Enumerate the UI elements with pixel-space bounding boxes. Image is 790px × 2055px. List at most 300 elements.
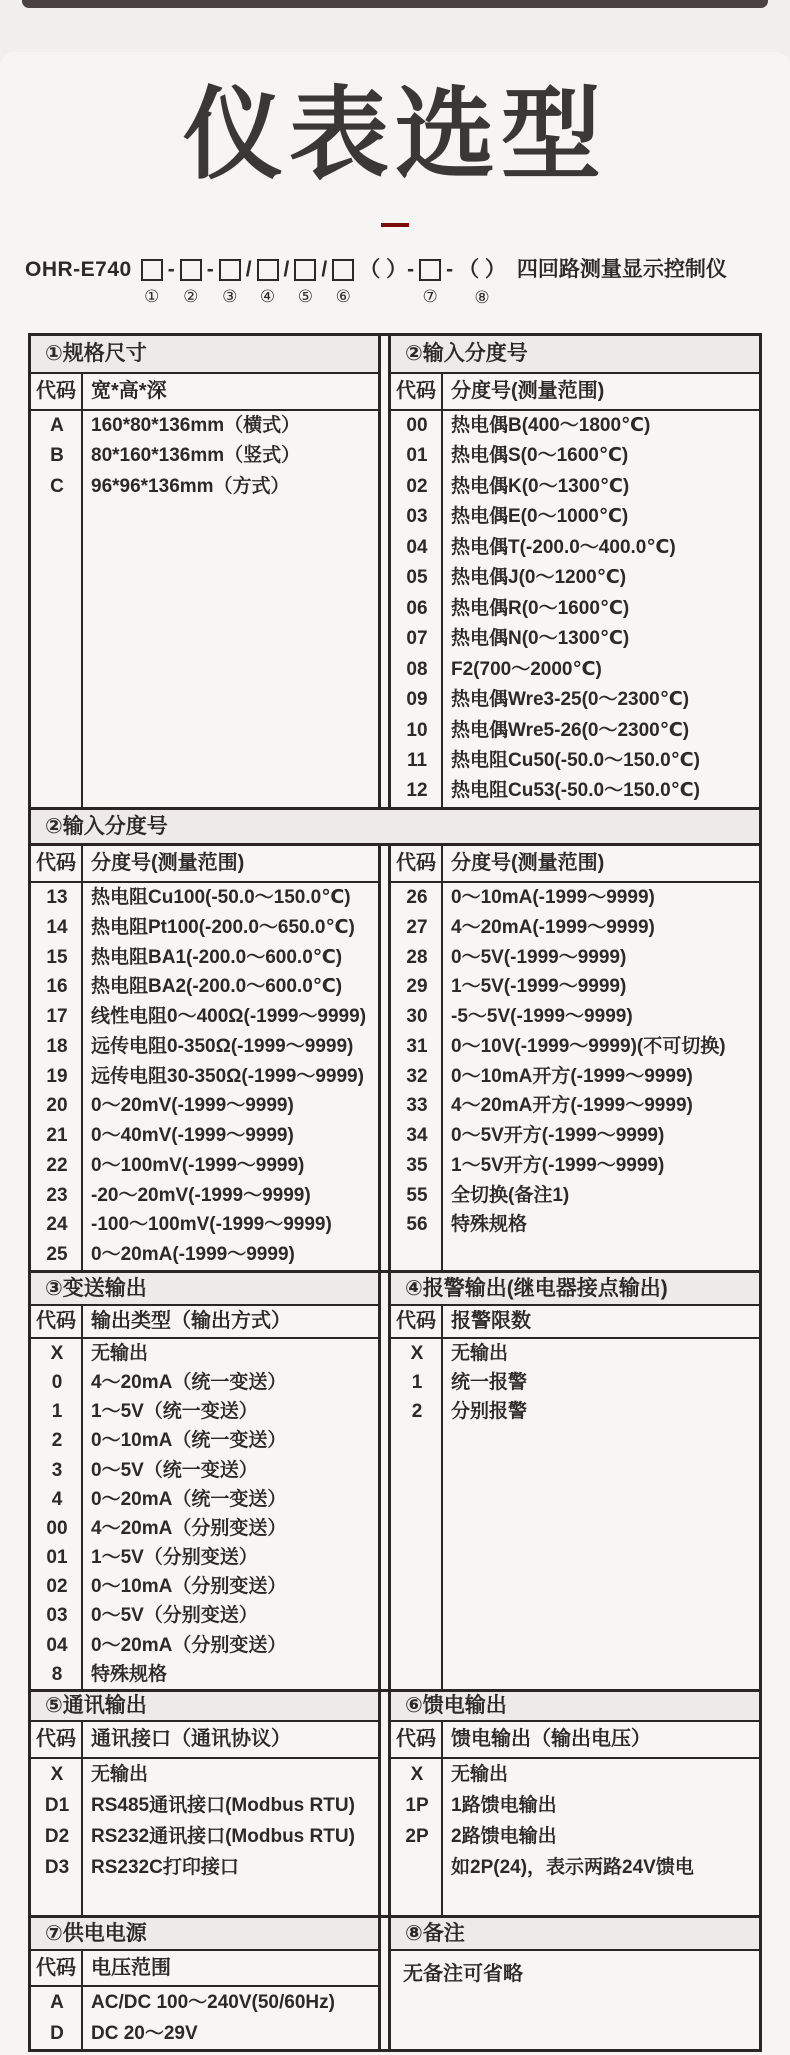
desc-cell: 热电偶S(0～1600℃) [451,445,629,467]
desc-cell: 线性电阻0～400Ω(-1999～9999) [91,1006,367,1028]
desc-header-cell: 馈电输出（输出电压） [451,1728,651,1750]
desc-header-cell: 电压范围 [91,1957,171,1979]
model-prefix: OHR-E740 [25,258,132,281]
column-header-row [391,374,759,411]
desc-cell: 热电偶T(-200.0～400.0℃) [451,536,676,558]
desc-cell: 热电偶R(0～1600℃) [451,597,630,619]
code-cell: 14 [46,916,68,938]
code-cell: X [50,1764,64,1785]
section-right [388,846,759,1270]
table-row [31,1543,378,1572]
desc-cell: 无输出 [91,1764,149,1785]
desc-cell: 热电阻Pt100(-200.0～650.0℃) [91,916,355,938]
column-header-row [31,1722,378,1759]
table-row [391,655,759,685]
desc-header-cell: 通讯接口（通讯协议） [91,1728,291,1750]
top-bar [22,0,768,8]
model-separator: - [206,258,214,281]
section-left [31,1692,381,1915]
table-row [31,1032,378,1062]
desc-cell: 96*96*136mm（方式） [91,475,290,497]
table-row [391,502,759,532]
desc-cell: 0～20mA（分别变送） [91,1634,287,1656]
desc-header-cell: 宽*高*深 [91,380,167,402]
code-cell: 32 [406,1065,428,1087]
table-row [391,1151,759,1181]
rows-area [31,1339,378,1689]
code-cell: 26 [406,887,428,908]
code-cell: 2 [411,1401,423,1423]
section-title: ①规格尺寸 [31,336,378,374]
desc-cell: 4～20mA（统一变送） [91,1372,287,1394]
title-divider [381,223,409,227]
desc-cell: 热电阻BA2(-200.0～600.0℃) [91,976,343,998]
desc-header-cell: 分度号(测量范围) [91,852,245,874]
code-cell: 0 [51,1372,63,1394]
code-cell: X [410,1343,424,1364]
desc-cell: 0～5V开方(-1999～9999) [451,1125,665,1147]
band-row [31,336,759,807]
code-box-icon [180,259,202,281]
table-band [31,1270,759,1689]
table-row [391,943,759,973]
model-separator: / [283,258,290,281]
section-left [31,1273,381,1689]
desc-cell: 统一报警 [451,1372,528,1394]
model-suffix: 四回路测量显示控制仪 [516,258,727,281]
code-cell: D1 [44,1795,70,1816]
table-row [31,1062,378,1092]
column-header-row [391,1306,759,1339]
code-cell: 18 [46,1035,68,1057]
code-header-cell: 代码 [31,1951,83,1985]
slot-number: ⑧ [474,288,490,307]
table-band [31,336,759,807]
desc-cell: 热电偶Wre5-26(0～2300℃) [451,719,690,741]
column-header-row [391,1722,759,1759]
code-box-icon [294,259,316,281]
desc-cell: -20～20mV(-1999～9999) [91,1184,311,1206]
desc-cell: 1～5V开方(-1999～9999) [451,1154,665,1176]
band-row [31,1273,759,1689]
code-cell: 24 [46,1214,68,1236]
page-title: 仪表选型 [183,79,607,191]
note-text: 无备注可省略 [403,1963,523,1985]
section-left [31,336,381,807]
desc-cell: 0～20mV(-1999～9999) [91,1095,294,1117]
code-cell: 56 [406,1214,428,1236]
code-cell: 3 [51,1459,63,1481]
table-band [31,1689,759,1915]
desc-cell: AC/DC 100～240V(50/60Hz) [91,1992,335,2013]
desc-cell: 热电偶J(0～1200℃) [451,567,627,589]
desc-cell: 0～5V(-1999～9999) [451,946,627,968]
code-cell: B [50,445,64,467]
table-row [391,1821,759,1852]
desc-cell: 热电阻Cu100(-50.0～150.0℃) [91,887,351,908]
table-row [31,1485,378,1514]
code-cell: 00 [46,1517,68,1539]
desc-cell: 热电阻Cu53(-50.0～150.0℃) [451,780,700,802]
table-row [31,913,378,943]
code-cell: A [50,1992,64,2013]
code-box-icon [219,259,241,281]
model-code-line [25,258,727,307]
table-row [31,943,378,973]
rows-area [31,411,378,807]
half-gap [381,336,388,807]
slot-number: ④ [259,287,276,306]
slot-number: ⑤ [297,287,314,306]
desc-cell: 0～10mA开方(-1999～9999) [451,1065,693,1087]
section-right [388,1918,759,2049]
table-row [31,441,378,471]
desc-header-cell: 报警限数 [451,1310,531,1332]
code-box-icon [419,259,441,281]
code-cell: 20 [46,1095,68,1117]
code-cell: 01 [46,1547,68,1569]
rows-area [391,883,759,1270]
table-row [31,1514,378,1543]
code-box-icon [257,259,279,281]
code-cell: A [50,415,64,436]
desc-cell: 远传电阻0-350Ω(-1999～9999) [91,1035,354,1057]
code-header-cell: 代码 [31,1306,83,1337]
column-header-row [31,1306,378,1339]
desc-cell: 热电偶K(0～1300℃) [451,475,630,497]
table-row [391,1790,759,1821]
table-row [391,1091,759,1121]
rows-area [391,1339,759,1689]
desc-cell: 1～5V(-1999～9999) [451,976,627,998]
table-row [31,1121,378,1151]
table-row [31,2018,378,2049]
desc-cell: 0～10mA（统一变送） [91,1430,287,1452]
code-cell: 02 [406,475,428,497]
code-cell: D3 [44,1857,70,1878]
code-cell [391,1852,443,1883]
table-row [391,1759,759,1790]
section-title: ⑤通讯输出 [31,1692,378,1722]
model-separator: / [245,258,252,281]
band-row [31,846,759,1270]
table-row [31,1151,378,1181]
desc-cell: 1～5V（统一变送） [91,1401,258,1423]
table-row [391,1181,759,1211]
model-slot [332,258,354,306]
desc-cell: RS232通讯接口(Modbus RTU) [91,1826,355,1847]
model-separator: （ ）- [359,258,415,281]
table-row [391,913,759,943]
desc-cell: 无输出 [451,1764,509,1785]
table-row [31,1210,378,1240]
rows-area [31,1987,378,2049]
code-cell: 15 [46,946,68,968]
code-cell: 10 [406,719,428,741]
code-cell: 8 [51,1663,63,1685]
desc-cell: F2(700～2000℃) [451,658,602,680]
slot-number: ③ [222,287,238,306]
code-cell: 05 [406,567,428,589]
section-left [31,846,381,1270]
table-row [391,472,759,502]
desc-cell: 分别报警 [451,1401,528,1423]
code-cell: 02 [46,1576,68,1598]
model-separator: - [167,258,175,281]
model-slot [180,258,202,306]
code-cell: 23 [46,1184,68,1206]
desc-cell: 热电偶B(400～1800℃) [451,415,651,436]
table-row [391,441,759,471]
section-title-full: ②输入分度号 [31,810,759,846]
half-gap [381,1692,388,1915]
code-cell: D2 [44,1826,70,1847]
rows-area [31,1759,378,1915]
code-cell: 30 [406,1006,428,1028]
table-row [31,1368,378,1397]
code-cell: 55 [406,1184,428,1206]
table-row [391,1032,759,1062]
model-slot [458,258,506,307]
table-row [391,411,759,441]
table-row [31,883,378,913]
code-cell: 16 [46,976,68,998]
table-row [31,1397,378,1426]
model-tokens [139,258,508,307]
table-band [31,1915,759,2049]
code-cell: 33 [406,1095,428,1117]
code-cell: 12 [406,780,428,802]
table-row [391,1368,759,1397]
code-cell: 08 [406,658,428,680]
desc-cell: 热电阻BA1(-200.0～600.0℃) [91,946,343,968]
code-cell: 19 [46,1065,68,1087]
table-row [31,1339,378,1368]
desc-cell: 无输出 [451,1343,509,1364]
section-right [388,1692,759,1915]
table-row [391,746,759,776]
model-slot [419,258,441,306]
code-cell: 1P [405,1795,429,1816]
section-right [388,336,759,807]
code-header-cell: 代码 [391,374,443,409]
code-header-cell: 代码 [391,846,443,881]
code-cell: 34 [406,1125,428,1147]
code-cell: 07 [406,628,428,650]
slot-number: ② [183,287,199,306]
table-row [391,1339,759,1368]
code-cell: X [50,1343,64,1364]
desc-cell: 特殊规格 [451,1214,528,1236]
slot-number: ⑥ [335,287,351,306]
table-row [391,685,759,715]
code-box-icon [332,259,354,281]
code-cell: 09 [406,689,428,711]
desc-cell: 如2P(24)，表示两路24V馈电 [451,1857,694,1878]
desc-cell: 特殊规格 [91,1663,168,1685]
desc-cell: 0～40mV(-1999～9999) [91,1125,294,1147]
desc-cell: DC 20～29V [91,2023,198,2044]
desc-cell: 远传电阻30-350Ω(-1999～9999) [91,1065,364,1087]
slot-number: ① [144,287,160,306]
code-cell: 29 [406,976,428,998]
desc-cell: 无输出 [91,1343,149,1364]
table-row [31,1240,378,1270]
table-row [31,1601,378,1630]
code-cell: 17 [46,1006,68,1028]
code-cell: 03 [406,506,428,528]
desc-cell: 热电偶Wre3-25(0～2300℃) [451,689,690,711]
code-cell: 01 [406,445,428,467]
code-cell: 2 [51,1430,63,1452]
code-header-cell: 代码 [31,374,83,409]
code-cell: C [50,475,64,497]
table-row [391,1852,759,1883]
desc-header-cell: 分度号(测量范围) [451,380,605,402]
selection-table [28,333,762,2052]
table-row [31,1790,378,1821]
code-cell: 21 [46,1125,68,1147]
model-separator: （ ） [458,258,506,281]
table-row [31,972,378,1002]
code-cell: 31 [406,1035,428,1057]
table-row [31,1852,378,1883]
table-row [31,1426,378,1455]
table-row [31,1660,378,1689]
section-right [388,1273,759,1689]
table-row [31,1572,378,1601]
desc-cell: 0～10mA（分别变送） [91,1576,287,1598]
table-row [391,563,759,593]
table-row [31,1821,378,1852]
desc-cell: -100～100mV(-1999～9999) [91,1214,332,1236]
desc-cell: 0～5V（分别变送） [91,1605,258,1627]
code-cell: 22 [46,1154,68,1176]
code-cell: 13 [46,887,68,908]
table-row [391,624,759,654]
model-slot [141,258,163,306]
code-cell: 03 [46,1605,68,1627]
desc-cell: 0～10V(-1999～9999)(不可切换) [451,1035,726,1057]
code-cell: 27 [406,916,428,938]
desc-cell: 2路馈电输出 [451,1826,557,1847]
rows-area [391,1759,759,1915]
desc-cell: 0～100mV(-1999～9999) [91,1154,305,1176]
code-cell: 1 [51,1401,63,1423]
half-gap [381,1918,388,2049]
desc-header-cell: 输出类型（输出方式） [91,1310,291,1332]
model-separator: / [321,258,328,281]
desc-cell: 1路馈电输出 [451,1795,557,1816]
table-row [31,1759,378,1790]
code-header-cell: 代码 [31,1722,83,1757]
rows-area [31,883,378,1270]
desc-cell: 0～5V（统一变送） [91,1459,258,1481]
code-cell: 06 [406,597,428,619]
desc-header-cell: 分度号(测量范围) [451,852,605,874]
table-row [391,776,759,806]
code-cell: 00 [406,415,428,436]
table-row [31,1987,378,2018]
desc-cell: RS232C打印接口 [91,1857,239,1878]
desc-cell: 热电偶N(0～1300℃) [451,628,630,650]
desc-cell: 0～20mA（统一变送） [91,1488,287,1510]
section-title: ⑥馈电输出 [391,1692,759,1722]
code-header-cell: 代码 [391,1306,443,1337]
code-cell: 04 [46,1634,68,1656]
band-row [31,1692,759,1915]
table-row [31,1631,378,1660]
table-band [31,807,759,1270]
desc-cell: 0～10mA(-1999～9999) [451,887,655,908]
section-title: ②输入分度号 [391,336,759,374]
desc-cell: 4～20mA（分别变送） [91,1517,287,1539]
code-cell: 28 [406,946,428,968]
code-cell: 25 [46,1244,68,1266]
code-cell: 1 [411,1372,423,1394]
code-cell: 2P [405,1826,429,1847]
section-left [31,1918,381,2049]
desc-cell: 全切换(备注1) [451,1184,570,1206]
table-row [31,1181,378,1211]
code-cell: 04 [406,536,428,558]
code-box-icon [141,259,163,281]
table-row [391,1210,759,1240]
rows-area [391,411,759,807]
table-row [391,883,759,913]
table-row [31,472,378,502]
table-row [391,716,759,746]
model-slot [257,258,279,306]
desc-cell: 80*160*136mm（竖式） [91,445,301,467]
code-cell: 35 [406,1154,428,1176]
table-row [391,594,759,624]
code-header-cell: 代码 [31,846,83,881]
table-row [391,1062,759,1092]
desc-cell: 热电阻Cu50(-50.0～150.0℃) [451,749,700,771]
column-header-row [31,374,378,411]
code-cell: X [410,1764,424,1785]
code-header-cell: 代码 [391,1722,443,1757]
section-title: ④报警输出(继电器接点输出) [391,1273,759,1306]
desc-cell: 160*80*136mm（横式） [91,415,301,436]
table-row [391,1397,759,1426]
section-title: ⑧备注 [391,1918,759,1951]
table-row [31,1456,378,1485]
table-row [391,972,759,1002]
table-row [391,1121,759,1151]
column-header-row [31,846,378,883]
column-header-row [391,846,759,883]
code-cell: D [50,2023,64,2044]
band-row [31,1918,759,2049]
section-title: ⑦供电电源 [31,1918,378,1951]
table-row [31,411,378,441]
table-row [31,1091,378,1121]
desc-cell: 4～20mA开方(-1999～9999) [451,1095,693,1117]
desc-cell: 热电偶E(0～1000℃) [451,506,629,528]
code-cell: 4 [51,1488,63,1510]
desc-cell: 4～20mA(-1999～9999) [451,916,655,938]
desc-cell: 0～20mA(-1999～9999) [91,1244,295,1266]
desc-cell: RS485通讯接口(Modbus RTU) [91,1795,355,1816]
model-slot [219,258,241,306]
content-card [0,52,790,2055]
section-title: ③变送输出 [31,1273,378,1306]
desc-cell: 1～5V（分别变送） [91,1547,258,1569]
table-row [391,533,759,563]
half-gap [381,1273,388,1689]
